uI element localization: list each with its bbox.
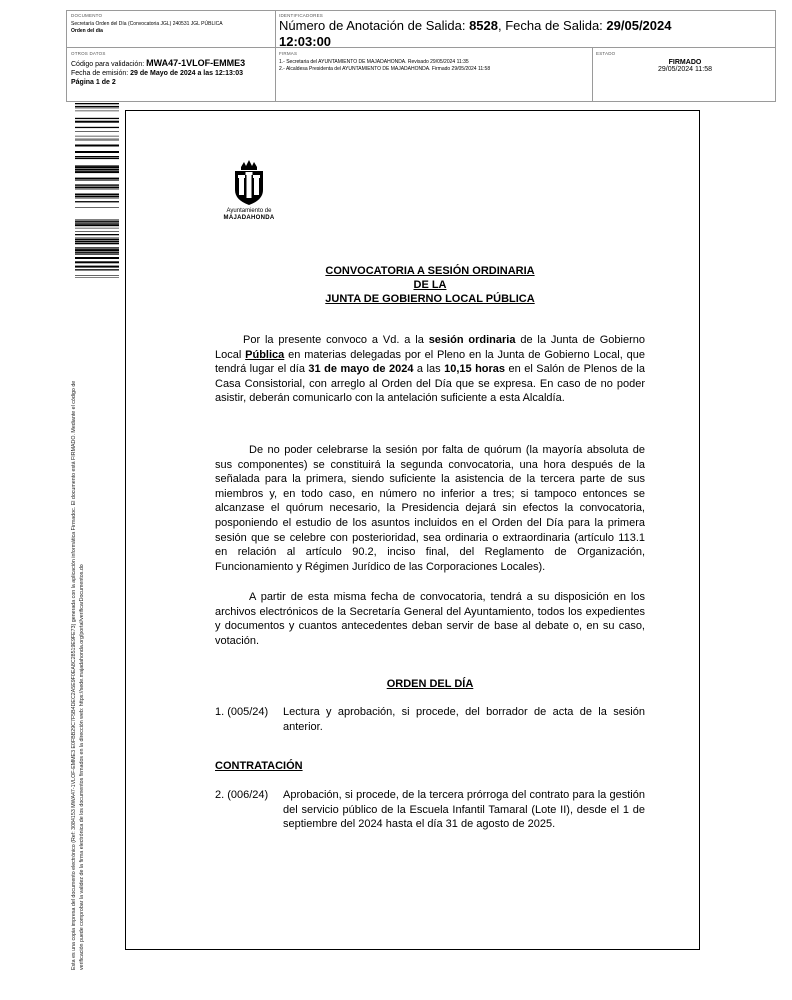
logo-line1: Ayuntamiento de — [226, 208, 272, 214]
barcode-bar — [75, 201, 119, 202]
p1-bold-fecha: 31 de mayo de 2024 — [308, 363, 414, 376]
otros-caption: OTROS DATOS — [71, 51, 106, 56]
agenda-item-1-text: Lectura y aprobación, si procede, del borrador de acta de la sesión anterior. — [283, 706, 645, 733]
barcode-bar — [75, 131, 119, 132]
estado-fecha: 29/05/2024 11:58 — [658, 66, 712, 73]
title-line3: JUNTA DE GOBIERNO LOCAL PÚBLICA — [325, 293, 535, 305]
verification-side-text — [70, 300, 86, 970]
hora-salida: 12:03:00 — [279, 34, 332, 47]
barcode-bar — [75, 222, 119, 223]
logo-line2: MAJADAHONDA — [223, 215, 275, 221]
barcode-bar — [75, 269, 119, 270]
barcode-bar — [75, 165, 119, 166]
p1-bold-hora: 10,15 horas — [444, 363, 506, 376]
crest-icon — [227, 158, 271, 208]
anotacion-number: 8528 — [469, 18, 498, 33]
agenda-item-2 — [215, 788, 645, 832]
barcode-bar — [75, 220, 119, 221]
barcode-bar — [75, 198, 119, 199]
title-line1: CONVOCATORIA A SESIÓN ORDINARIA — [325, 265, 535, 277]
ayuntamiento-logo — [214, 158, 284, 230]
barcode-bar — [75, 108, 119, 109]
documento-line2: Orden del día — [71, 28, 103, 34]
codigo-value: MWA47-1VLOF-EMME3 — [146, 58, 246, 68]
barcode-bar — [75, 238, 119, 239]
firmas-cell — [279, 51, 589, 101]
barcode-bar — [75, 118, 119, 119]
barcode-bar — [75, 224, 119, 226]
barcode-bar — [75, 187, 119, 188]
paragraph-archivos: A partir de esta misma fecha de convocatoria, tendrá a su disposición en los archivos electrónicos de la Secretaría General del Ayuntamiento, todos los expedientes y documentos y cuantos antecedentes deban servir de base al debate o, en su caso, votación. — [215, 591, 645, 647]
side-text-line1: Esta es una copia impresa del documento electrónico (Ref: 3084153 MWA47-1VLOF-EMME3 E0FBB29C7F5B4DEC2A5E9F0EA8C28519E9FE73) generada con la aplicación informática Firmadoc. El documento está FIRMADO. Mediante el código de — [71, 380, 77, 970]
paragraph-convocatoria — [215, 333, 645, 406]
barcode-bar — [75, 169, 119, 171]
barcode-bar — [75, 178, 119, 180]
barcode-bar — [75, 196, 119, 197]
barcode-bar — [75, 261, 119, 263]
barcode-bar — [75, 247, 119, 248]
identificadores-cell — [279, 13, 773, 47]
firmas-caption: FIRMAS — [279, 51, 298, 56]
barcode-bar — [75, 241, 119, 243]
agenda-item-1 — [215, 705, 645, 734]
estado-cell — [596, 51, 774, 101]
pagina-indicator: Página 1 de 2 — [71, 79, 116, 86]
barcode-bar — [75, 184, 119, 185]
estado-badge: FIRMADO — [668, 59, 702, 66]
barcode-bar — [75, 156, 119, 157]
barcode-bar — [75, 257, 119, 259]
barcode-bar — [75, 249, 119, 251]
orden-del-dia-heading: ORDEN DEL DÍA — [386, 678, 474, 690]
agenda-item-2-number: 2. (006/24) — [215, 789, 269, 801]
anotacion-line — [279, 18, 773, 34]
barcode-bar — [75, 158, 119, 159]
estado-caption: ESTADO — [596, 51, 616, 56]
codigo-validacion — [71, 59, 271, 69]
barcode-bar — [75, 221, 119, 222]
paragraph-quorum: De no poder celebrarse la sesión por falta de quórum (la mayoría absoluta de sus componentes) se constituirá la segunda convocatoria, una hora después de la señalada para la primera, siendo suficiente la asistencia de la tercera parte de sus miembros y, en todo caso, en número no inferior a tres; si tampoco entonces se alcanzase el quórum necesario, la Presidencia dejará sin efectos la convocatoria, posponiendo el estudio de los asuntos incluidos en el Orden del Día para la primera sesión que se celebre con posterioridad, sea ordinaria o extraordinaria (artículo 113.1 en relación al artículo 90.2, inciso final, del Reglamento de Organización, Funcionamiento y Régimen Jurídico de las Corporaciones Locales). — [215, 444, 645, 573]
barcode-bar — [75, 275, 119, 276]
barcode-bar — [75, 145, 119, 147]
barcode-bar — [75, 239, 119, 240]
p1-text1: Por la presente convoco a Vd. a la — [243, 334, 429, 346]
barcode-bar — [75, 136, 119, 137]
barcode-bar — [75, 140, 119, 141]
fecha-prefix: , Fecha de Salida: — [498, 18, 607, 33]
barcode-bar — [75, 139, 119, 140]
emision-value: 29 de Mayo de 2024 a las 12:13:03 — [130, 70, 244, 77]
documento-line1: Secretaría Orden del Día (Convocatoria JGL) 240531 JGL PÚBLICA — [71, 21, 223, 27]
title-line2: DE LA — [413, 279, 447, 291]
otros-datos-cell — [71, 51, 271, 101]
barcode-bar — [75, 103, 119, 104]
barcode-bar — [75, 228, 119, 229]
identificadores-caption: IDENTIFICADORES — [279, 13, 324, 18]
firma-2: 2.- Alcaldesa Presidenta del AYUNTAMIENTO DE MAJADAHONDA. Firmado 29/05/2024 11:58 — [279, 66, 491, 72]
barcode — [75, 103, 119, 278]
barcode-bar — [75, 185, 119, 186]
documento-cell — [71, 13, 271, 47]
p1-bold-publica: Pública — [245, 348, 285, 361]
p1-text4: a las — [413, 363, 445, 376]
barcode-bar — [75, 278, 119, 279]
p1-text5: en el Salón de Plenos de la Casa Consistorial, con arreglo al Orden del Día que se expresa. En caso de no poder asistir, deberán comunicarlo con la antelación suficiente a esta Alcaldía. — [215, 363, 645, 405]
barcode-bar — [75, 234, 119, 235]
barcode-bar — [75, 266, 119, 268]
documento-caption: DOCUMENTO — [71, 13, 103, 18]
barcode-bar — [75, 207, 119, 208]
barcode-bar — [75, 194, 119, 196]
barcode-bar — [75, 252, 119, 253]
barcode-bar — [75, 189, 119, 190]
anotacion-prefix: Número de Anotación de Salida: — [279, 18, 470, 33]
barcode-bar — [75, 106, 119, 107]
barcode-bar — [75, 180, 119, 181]
p1-text3: en materias delegadas por el Pleno en la Junta de Gobierno Local, que tendrá lugar el día — [215, 348, 646, 376]
side-text-line2: verificación puede comprobar la validez de la firma electrónica de los documentos firmados en la dirección web: https://sede.majadahonda.org/portal/verificarDocumentos.do — [79, 564, 85, 970]
barcode-bar — [75, 111, 119, 112]
p1-bold-sesion: sesión ordinaria — [428, 334, 516, 346]
barcode-bar — [75, 121, 119, 123]
page-title — [215, 264, 645, 306]
document-header — [66, 10, 776, 102]
emision-prefix: Fecha de emisión: — [71, 70, 131, 77]
barcode-bar — [75, 127, 119, 128]
barcode-bar — [75, 243, 119, 244]
agenda-item-1-number: 1. (005/24) — [215, 706, 269, 718]
barcode-bar — [75, 171, 119, 173]
fecha-salida: 29/05/2024 — [606, 18, 672, 33]
codigo-prefix: Código para validación: — [71, 61, 147, 68]
firma-1: 1.- Secretaria del AYUNTAMIENTO DE MAJADAHONDA. Revisado 29/05/2024 11:35 — [279, 59, 469, 65]
p1-text2: de la Junta de Gobierno Local — [215, 334, 645, 361]
contratacion-heading: CONTRATACIÓN — [215, 760, 303, 772]
fecha-emision — [71, 69, 271, 78]
barcode-bar — [75, 231, 119, 232]
barcode-bar — [75, 253, 119, 254]
agenda-item-2-text: Aprobación, si procede, de la tercera prórroga del contrato para la gestión del servicio público de la Escuela Infantil Tamaral (Lote II), desde el 1 de septiembre del 2024 hasta el día 31 de agosto de 2025. — [283, 789, 645, 831]
barcode-bar — [75, 151, 119, 153]
barcode-bar — [75, 166, 119, 168]
